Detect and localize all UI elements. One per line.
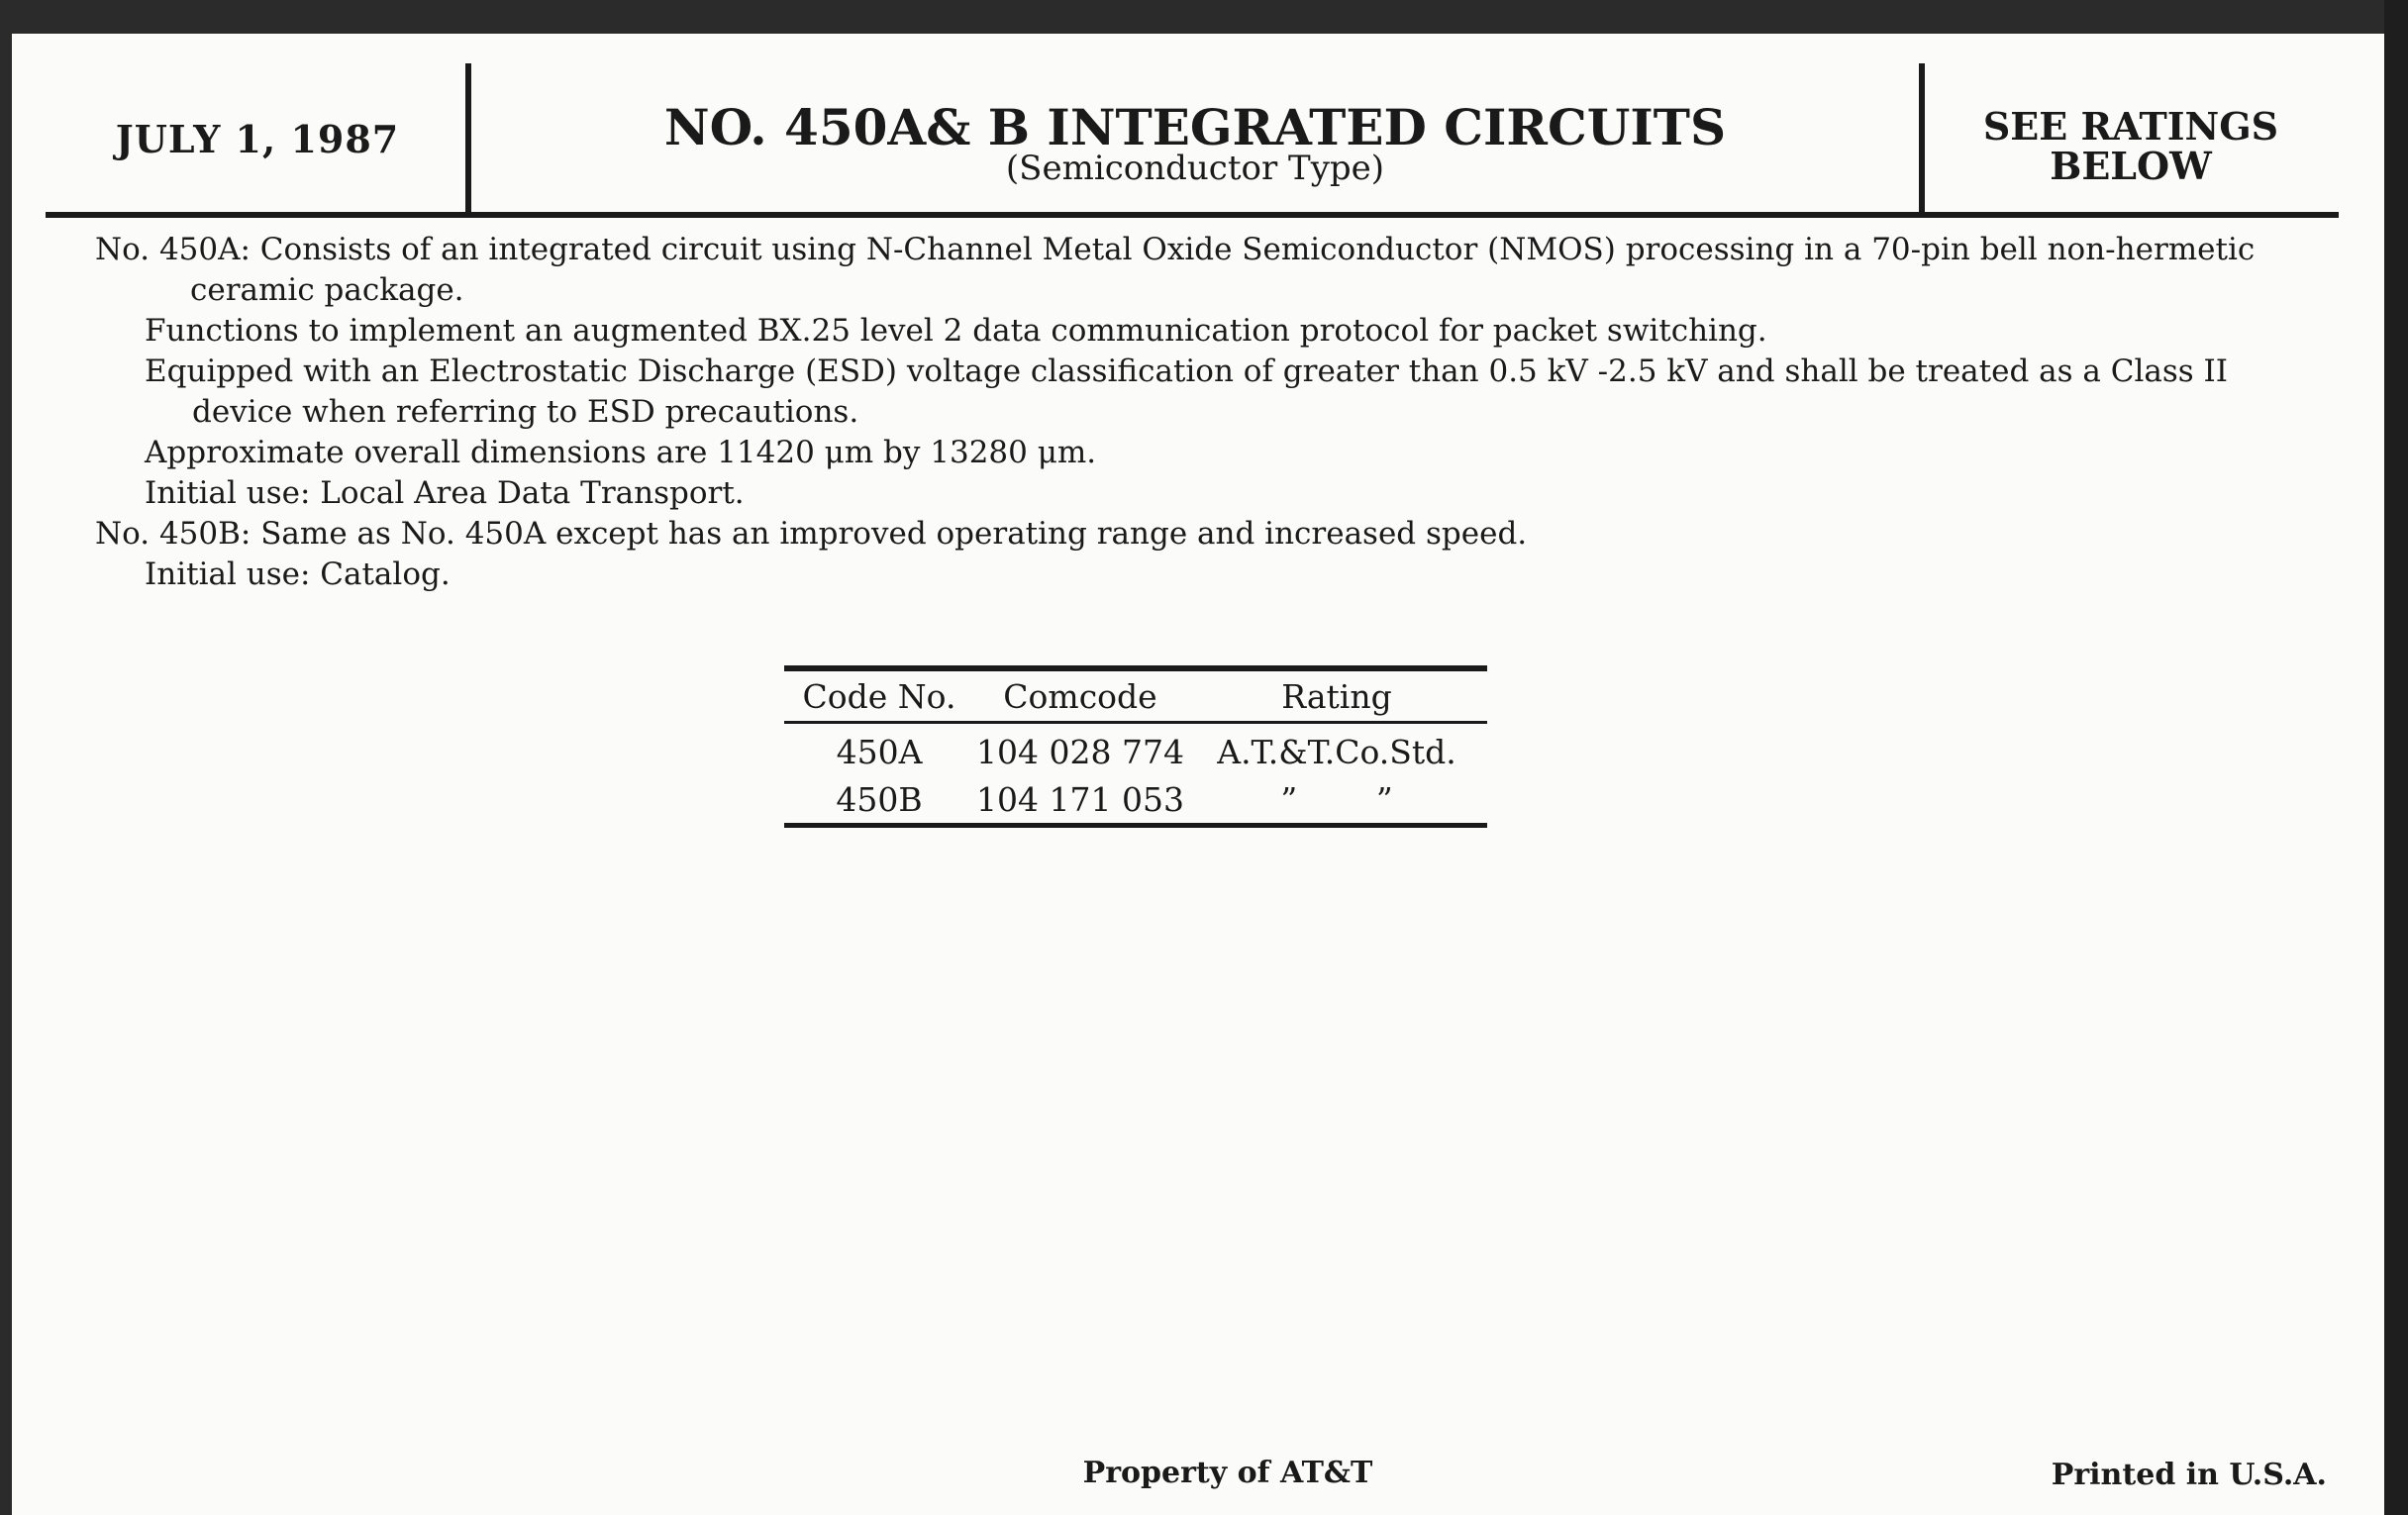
ditto-mark: ” xyxy=(1375,779,1393,819)
ratings-line-2: BELOW xyxy=(2050,144,2212,188)
table-header-row xyxy=(784,671,1487,721)
description-body xyxy=(95,230,2299,595)
cell-rating: A.T.&T.Co.Std. xyxy=(1217,732,1456,771)
column-header-code: Code No. xyxy=(802,676,956,716)
column-header-comcode: Comcode xyxy=(1003,676,1157,716)
paragraph-450a: No. 450A: Consists of an integrated circuit using N-Channel Metal Oxide Semiconductor (NMOS) processing in a 70-pin bell non-hermetic ceramic package. xyxy=(95,232,2256,308)
ratings-line-1: SEE RATINGS xyxy=(1982,104,2279,149)
page-title: NO. 450A& B INTEGRATED CIRCUITS xyxy=(663,98,1727,156)
column-header-rating: Rating xyxy=(1281,676,1392,716)
ratings-table xyxy=(784,665,1487,828)
table-row xyxy=(784,728,1487,775)
paragraph-450b: No. 450B: Same as No. 450A except has an improved operating range and increased speed. xyxy=(95,516,1528,552)
page-subtitle: (Semiconductor Type) xyxy=(1005,149,1385,188)
scan-edge xyxy=(2384,0,2408,1515)
cell-comcode: 104 028 774 xyxy=(976,732,1184,771)
paragraph-initial-use-450a: Initial use: Local Area Data Transport. xyxy=(145,475,745,511)
header-date: JULY 1, 1987 xyxy=(115,117,400,161)
paragraph-initial-use-450b: Initial use: Catalog. xyxy=(145,556,451,592)
table-rule-middle xyxy=(784,721,1487,724)
paragraph-dimensions: Approximate overall dimensions are 11420 μm by 13280 μm. xyxy=(145,435,1097,470)
header-rule xyxy=(46,212,2339,218)
cell-rating xyxy=(1186,780,1487,819)
paragraph-esd: Equipped with an Electrostatic Discharge (ESD) voltage classification of greater than 0.5 kV -2.5 kV and shall be treated as a Class II device when referring to ESD precautions. xyxy=(145,354,2229,430)
footer-property: Property of AT&T xyxy=(1082,1456,1373,1490)
table-rule-bottom xyxy=(784,823,1487,828)
ditto-mark: ” xyxy=(1280,779,1298,819)
cell-code: 450B xyxy=(836,779,923,819)
footer-printed: Printed in U.S.A. xyxy=(2051,1458,2327,1492)
cell-comcode: 104 171 053 xyxy=(976,779,1184,819)
cell-code: 450A xyxy=(836,732,923,771)
paragraph-function: Functions to implement an augmented BX.25 level 2 data communication protocol for packet switching. xyxy=(145,313,1767,349)
table-row xyxy=(784,775,1487,823)
header-ratings-note xyxy=(1925,104,2337,188)
